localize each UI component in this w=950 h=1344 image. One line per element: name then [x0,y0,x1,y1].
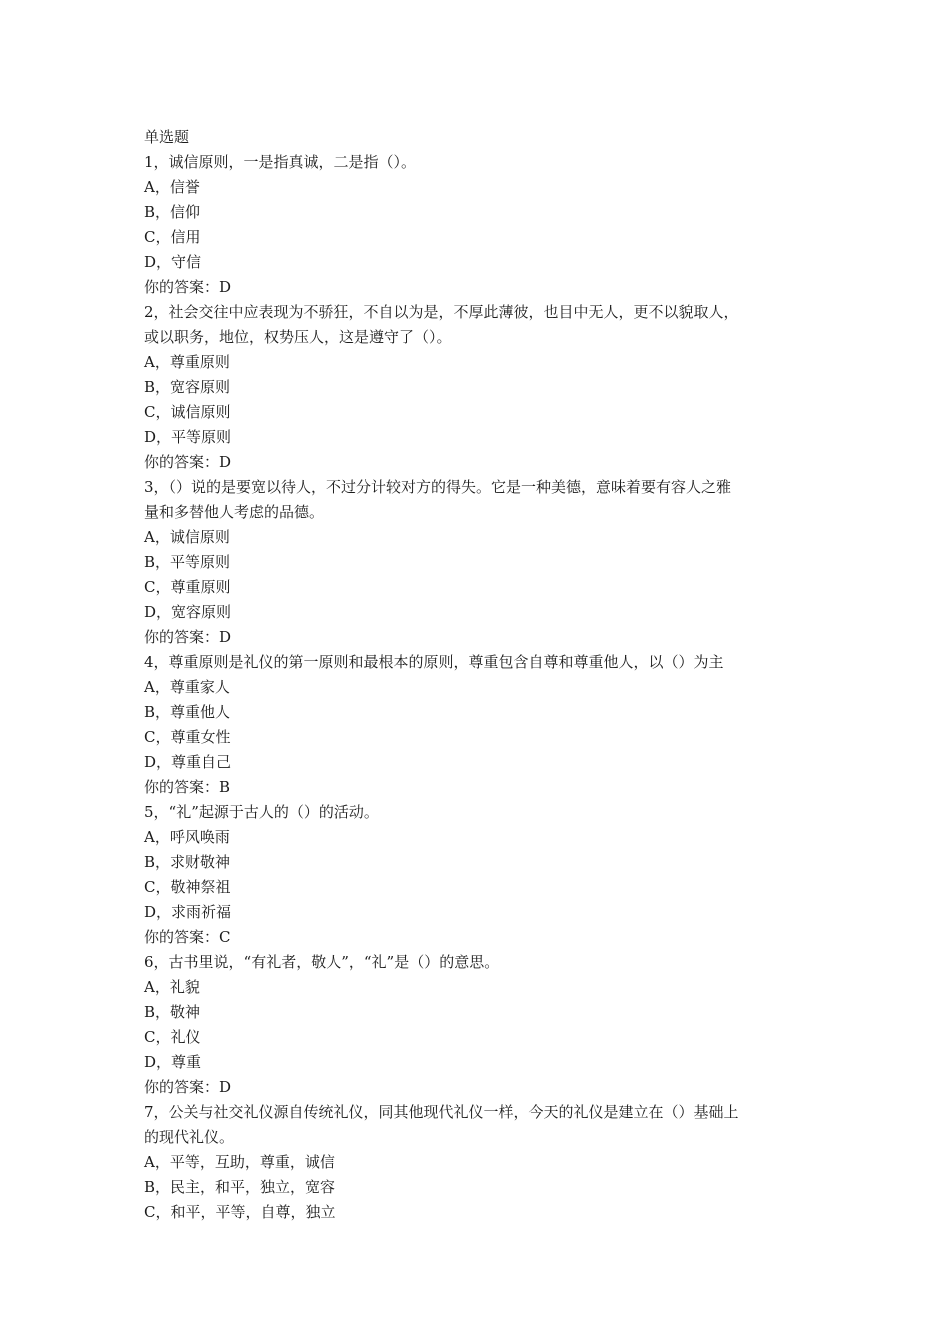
question-1 [144,150,824,300]
question-stem-continued: 或以职务，地位，权势压人，这是遵守了（）。 [144,328,452,346]
option-d: D，尊重自己 [144,753,232,771]
option-b: B，敬神 [144,1003,201,1021]
option-d: D，宽容原则 [144,603,232,621]
question-4 [144,650,824,800]
question-stem: 7，公关与社交礼仪源自传统礼仪，同其他现代礼仪一样，今天的礼仪是建立在（）基础上 [144,1103,739,1121]
option-c: C，和平，平等，自尊，独立 [144,1203,336,1221]
section-title: 单选题 [144,128,190,146]
question-stem: 3，（）说的是要宽以待人，不过分计较对方的得失。它是一种美德，意味着要有容人之雅 [144,478,732,496]
question-3 [144,475,824,650]
option-c: C，敬神祭祖 [144,878,231,896]
option-d: D，平等原则 [144,428,232,446]
answer-line: 你的答案：D [144,1078,232,1096]
question-stem: 5，“礼”起源于古人的（）的活动。 [144,803,379,821]
option-c: C，礼仪 [144,1028,201,1046]
option-b: B，宽容原则 [144,378,231,396]
question-stem: 1，诚信原则，一是指真诚，二是指（）。 [144,153,417,171]
document-page [144,125,824,1225]
question-5 [144,800,824,950]
option-c: C，尊重原则 [144,578,231,596]
option-c: C，尊重女性 [144,728,231,746]
option-a: A，礼貌 [144,978,200,996]
question-stem-continued: 量和多替他人考虑的品德。 [144,503,325,521]
question-stem: 4，尊重原则是礼仪的第一原则和最根本的原则，尊重包含自尊和尊重他人，以（）为主 [144,653,724,671]
option-b: B，民主，和平，独立，宽容 [144,1178,336,1196]
option-a: A，呼风唤雨 [144,828,230,846]
question-stem: 6，古书里说，“有礼者，敬人”，“礼”是（）的意思。 [144,953,500,971]
answer-line: 你的答案：D [144,453,232,471]
option-a: A，信誉 [144,178,200,196]
option-a: A，诚信原则 [144,528,230,546]
option-c: C，信用 [144,228,201,246]
option-a: A，尊重家人 [144,678,230,696]
option-c: C，诚信原则 [144,403,231,421]
question-stem: 2，社会交往中应表现为不骄狂，不自以为是，不厚此薄彼，也目中无人，更不以貌取人， [144,303,739,321]
option-b: B，平等原则 [144,553,231,571]
answer-line: 你的答案：B [144,778,231,796]
option-d: D，守信 [144,253,202,271]
question-6 [144,950,824,1100]
question-7 [144,1100,824,1225]
option-b: B，尊重他人 [144,703,231,721]
option-d: D，求雨祈福 [144,903,232,921]
option-a: A，尊重原则 [144,353,230,371]
answer-line: 你的答案：D [144,628,232,646]
option-d: D，尊重 [144,1053,202,1071]
question-2 [144,300,824,475]
answer-line: 你的答案：C [144,928,231,946]
option-b: B，求财敬神 [144,853,231,871]
answer-line: 你的答案：D [144,278,232,296]
option-b: B，信仰 [144,203,201,221]
option-a: A，平等，互助，尊重，诚信 [144,1153,335,1171]
question-stem-continued: 的现代礼仪。 [144,1128,235,1146]
